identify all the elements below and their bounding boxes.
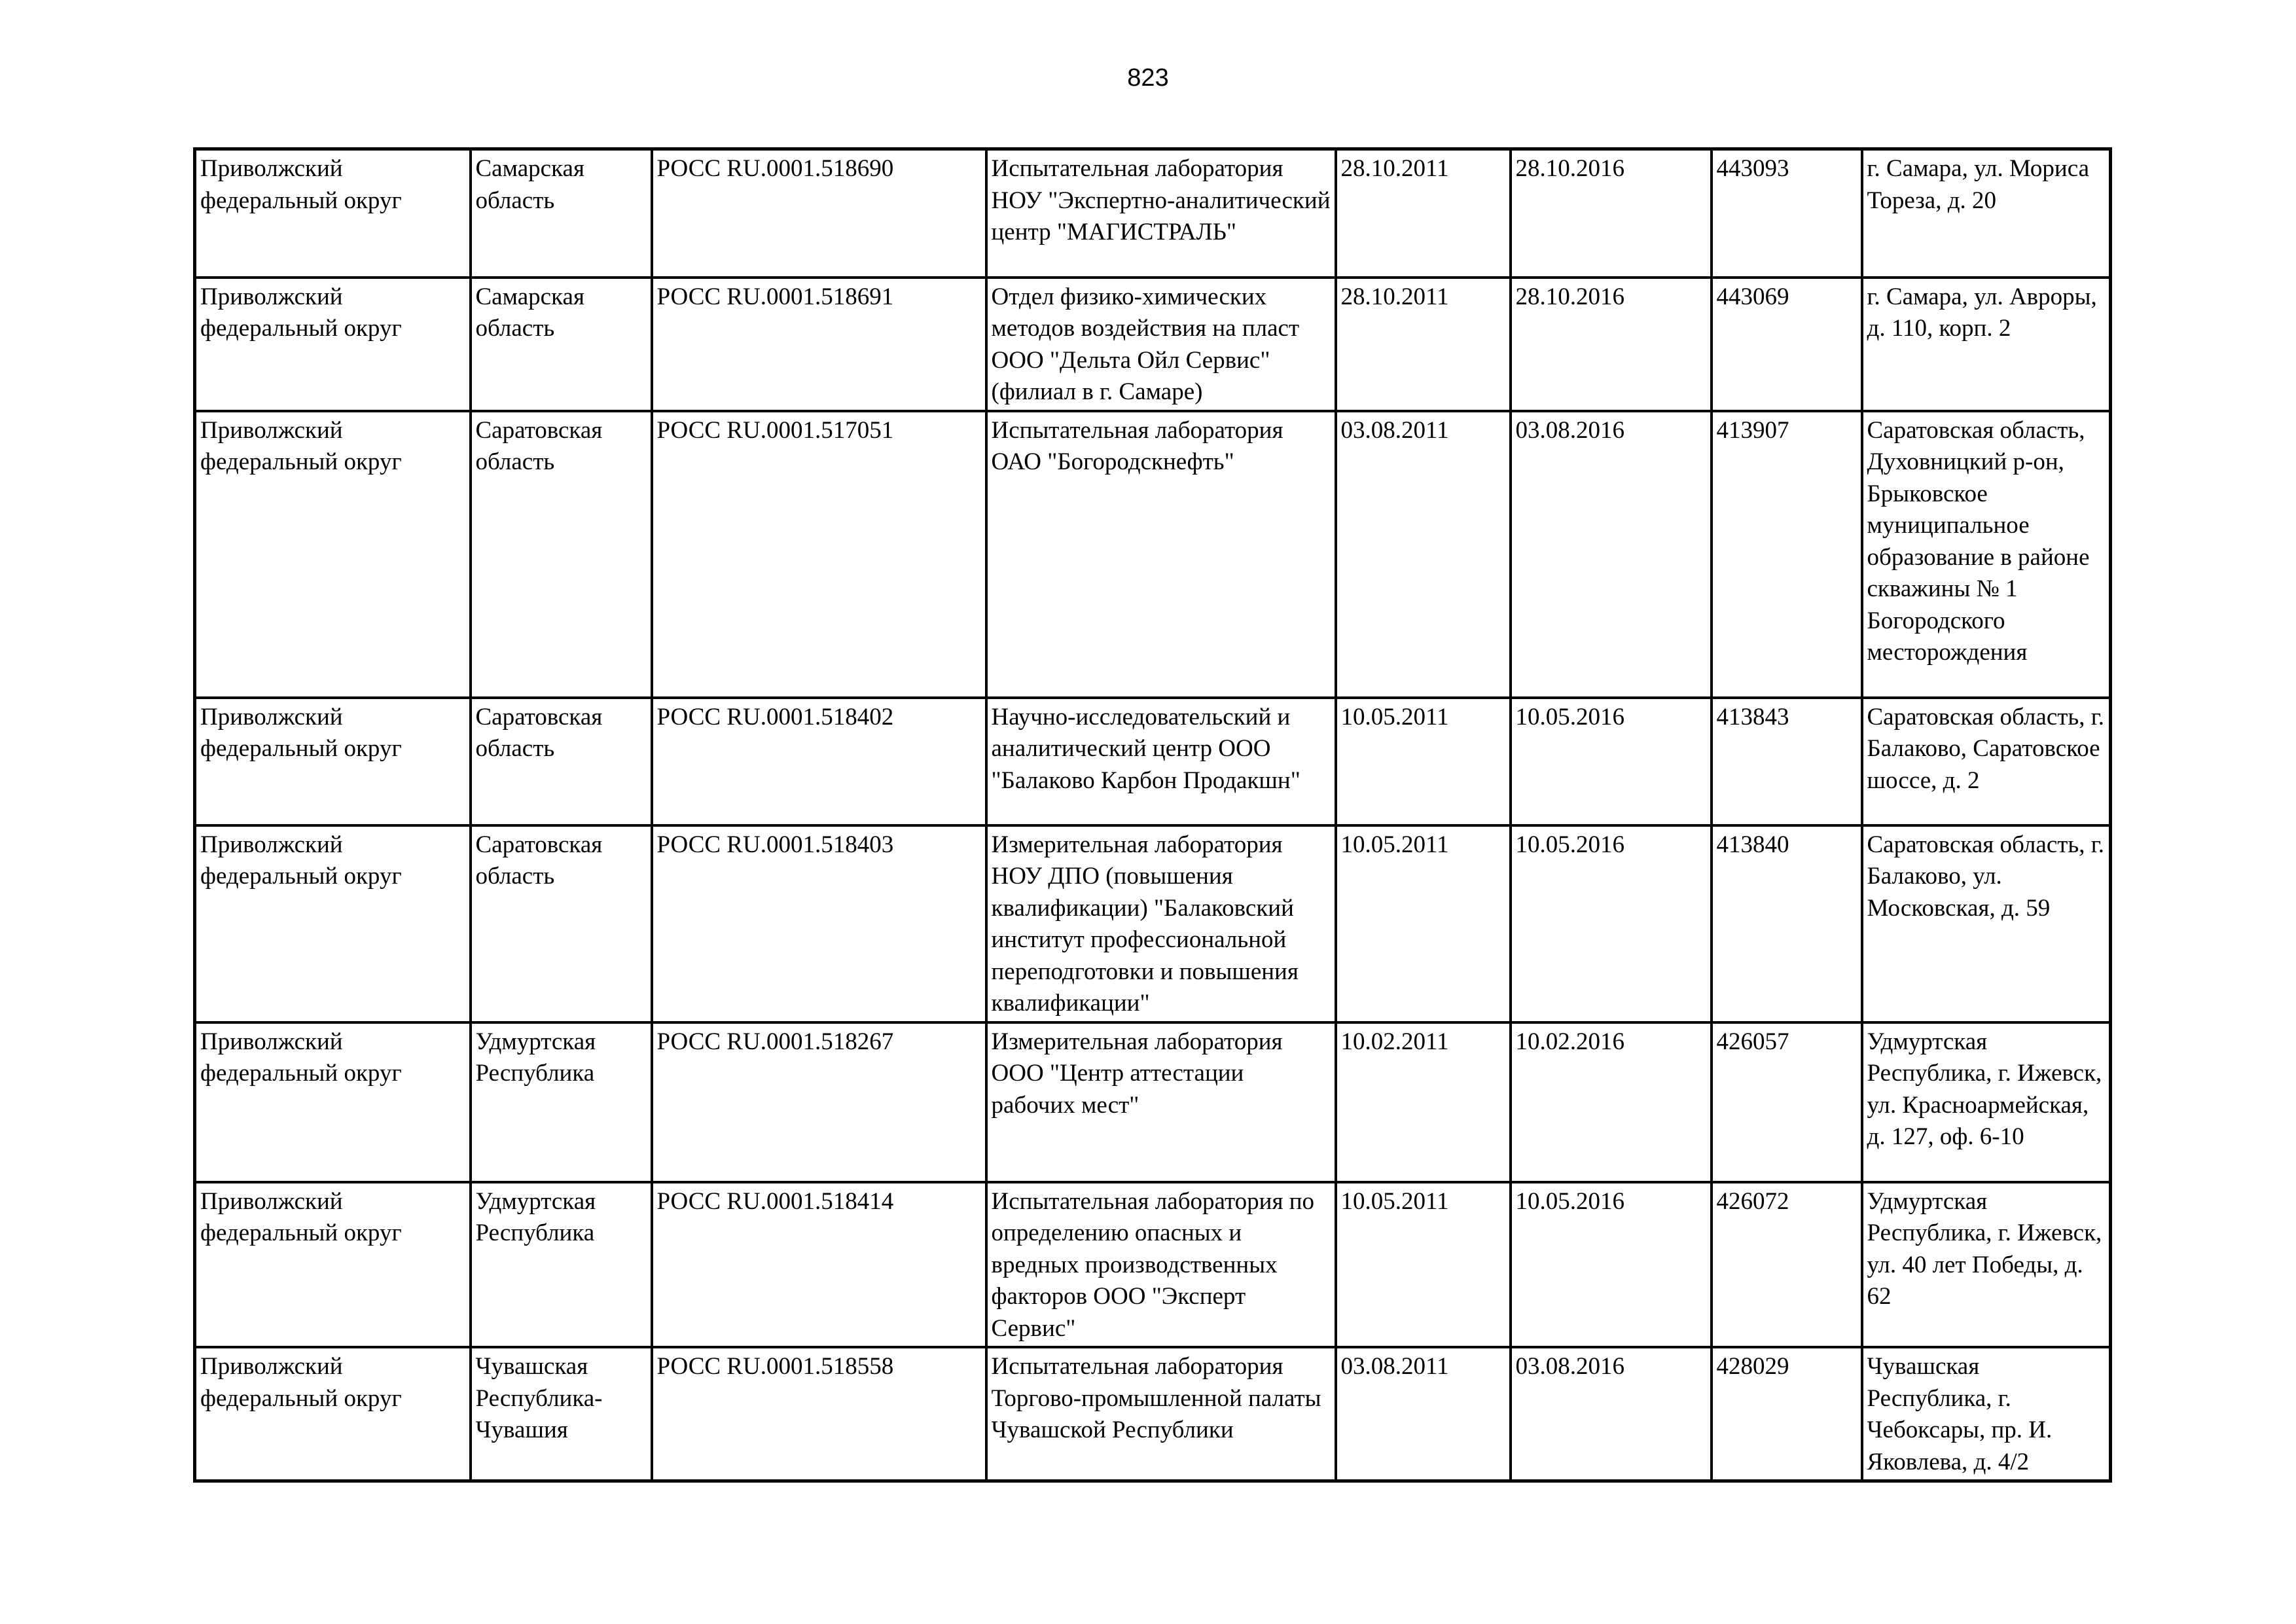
date-to-cell: 28.10.2016 [1511, 278, 1712, 411]
district-cell: Приволжский федеральный округ [195, 1182, 471, 1348]
organization-cell: Испытательная лаборатория по определению опасных и вредных производственных факторов ООО "Эксперт Сервис" [986, 1182, 1336, 1348]
postcode-cell: 428029 [1712, 1347, 1862, 1481]
district-cell: Приволжский федеральный округ [195, 698, 471, 825]
region-cell: Самарская область [471, 278, 652, 411]
district-cell: Приволжский федеральный округ [195, 825, 471, 1022]
date-to-cell: 03.08.2016 [1511, 411, 1712, 698]
organization-cell: Испытательная лаборатория Торгово-промышленной палаты Чувашской Республики [986, 1347, 1336, 1481]
address-cell: Саратовская область, Духовницкий р-он, Брыковское муниципальное образование в районе скважины № 1 Богородского месторождения [1862, 411, 2111, 698]
address-cell: г. Самара, ул. Авроры, д. 110, корп. 2 [1862, 278, 2111, 411]
address-cell: Удмуртская Республика, г. Ижевск, ул. Красноармейская, д. 127, оф. 6-10 [1862, 1022, 2111, 1182]
address-cell: Саратовская область, г. Балаково, Саратовское шоссе, д. 2 [1862, 698, 2111, 825]
district-cell: Приволжский федеральный округ [195, 278, 471, 411]
registry-table [193, 147, 2112, 1483]
region-cell: Удмуртская Республика [471, 1182, 652, 1348]
date-to-cell: 10.05.2016 [1511, 825, 1712, 1022]
table-row [195, 149, 2111, 278]
organization-cell: Измерительная лаборатория ООО "Центр аттестации рабочих мест" [986, 1022, 1336, 1182]
table-row [195, 1347, 2111, 1481]
region-cell: Удмуртская Республика [471, 1022, 652, 1182]
table-row [195, 1022, 2111, 1182]
certificate-cell: РОСС RU.0001.518267 [652, 1022, 986, 1182]
certificate-cell: РОСС RU.0001.518403 [652, 825, 986, 1022]
certificate-cell: РОСС RU.0001.517051 [652, 411, 986, 698]
date-from-cell: 03.08.2011 [1336, 1347, 1511, 1481]
date-to-cell: 28.10.2016 [1511, 149, 1712, 278]
date-from-cell: 03.08.2011 [1336, 411, 1511, 698]
certificate-cell: РОСС RU.0001.518558 [652, 1347, 986, 1481]
date-from-cell: 10.02.2011 [1336, 1022, 1511, 1182]
address-cell: Чувашская Республика, г. Чебоксары, пр. И. Яковлева, д. 4/2 [1862, 1347, 2111, 1481]
region-cell: Самарская область [471, 149, 652, 278]
postcode-cell: 413840 [1712, 825, 1862, 1022]
table-row [195, 825, 2111, 1022]
district-cell: Приволжский федеральный округ [195, 411, 471, 698]
organization-cell: Отдел физико-химических методов воздействия на пласт ООО "Дельта Ойл Сервис" (филиал в г. Самаре) [986, 278, 1336, 411]
date-from-cell: 10.05.2011 [1336, 698, 1511, 825]
postcode-cell: 426057 [1712, 1022, 1862, 1182]
region-cell: Чувашская Республика-Чувашия [471, 1347, 652, 1481]
page-number: 823 [1127, 64, 1169, 92]
table-row [195, 698, 2111, 825]
date-to-cell: 03.08.2016 [1511, 1347, 1712, 1481]
table-row [195, 278, 2111, 411]
date-from-cell: 10.05.2011 [1336, 825, 1511, 1022]
certificate-cell: РОСС RU.0001.518690 [652, 149, 986, 278]
address-cell: г. Самара, ул. Мориса Тореза, д. 20 [1862, 149, 2111, 278]
organization-cell: Испытательная лаборатория НОУ "Экспертно-аналитический центр "МАГИСТРАЛЬ" [986, 149, 1336, 278]
date-to-cell: 10.05.2016 [1511, 1182, 1712, 1348]
date-to-cell: 10.05.2016 [1511, 698, 1712, 825]
district-cell: Приволжский федеральный округ [195, 1022, 471, 1182]
date-from-cell: 10.05.2011 [1336, 1182, 1511, 1348]
table-row [195, 1182, 2111, 1348]
date-from-cell: 28.10.2011 [1336, 278, 1511, 411]
organization-cell: Научно-исследовательский и аналитический центр ООО "Балаково Карбон Продакшн" [986, 698, 1336, 825]
region-cell: Саратовская область [471, 411, 652, 698]
address-cell: Саратовская область, г. Балаково, ул. Московская, д. 59 [1862, 825, 2111, 1022]
certificate-cell: РОСС RU.0001.518402 [652, 698, 986, 825]
region-cell: Саратовская область [471, 698, 652, 825]
postcode-cell: 413843 [1712, 698, 1862, 825]
table-row [195, 411, 2111, 698]
organization-cell: Испытательная лаборатория ОАО "Богородскнефть" [986, 411, 1336, 698]
address-cell: Удмуртская Республика, г. Ижевск, ул. 40 лет Победы, д. 62 [1862, 1182, 2111, 1348]
district-cell: Приволжский федеральный округ [195, 149, 471, 278]
postcode-cell: 426072 [1712, 1182, 1862, 1348]
date-to-cell: 10.02.2016 [1511, 1022, 1712, 1182]
certificate-cell: РОСС RU.0001.518691 [652, 278, 986, 411]
district-cell: Приволжский федеральный округ [195, 1347, 471, 1481]
organization-cell: Измерительная лаборатория НОУ ДПО (повышения квалификации) "Балаковский институт профессиональной переподготовки и повышения квалификации" [986, 825, 1336, 1022]
postcode-cell: 413907 [1712, 411, 1862, 698]
region-cell: Саратовская область [471, 825, 652, 1022]
postcode-cell: 443093 [1712, 149, 1862, 278]
date-from-cell: 28.10.2011 [1336, 149, 1511, 278]
certificate-cell: РОСС RU.0001.518414 [652, 1182, 986, 1348]
postcode-cell: 443069 [1712, 278, 1862, 411]
